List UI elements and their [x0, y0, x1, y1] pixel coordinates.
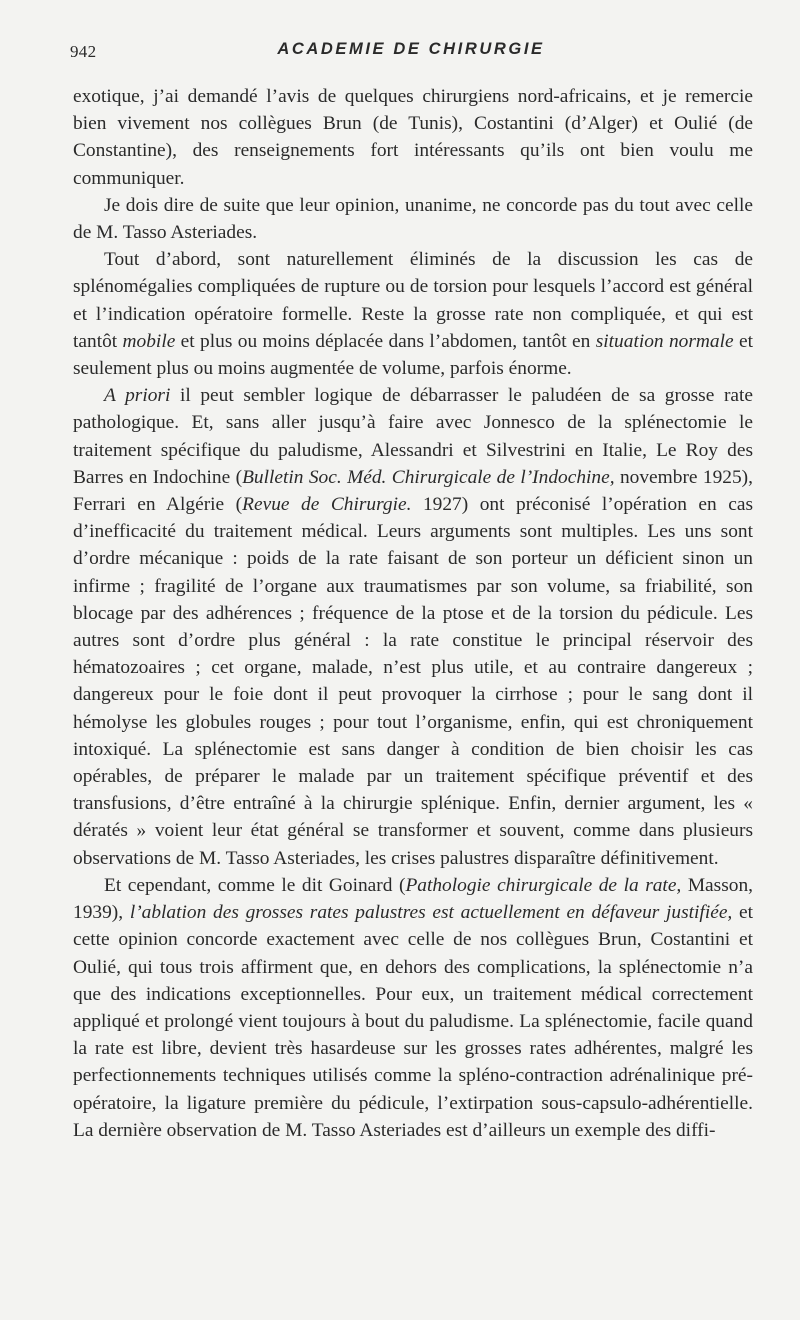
- text-run: il peut sembler logique de débarrasser le paludéen de sa grosse rate pathologique. Et, sans aller jusqu’à faire avec Jonnesco de la splénectomie le traitement spécifique du paludisme, Alessandri et Silvestrini en Italie, Le Roy des Barres en Indochine (: [73, 385, 754, 488]
- italic-text: Revue de Chirurgie.: [242, 494, 412, 516]
- text-run: Tout d’abord, sont naturellement éliminés de la discussion les cas de splénomégalies compliquées de rupture ou de torsion pour lesquels l’accord est général et l’indication opératoire formelle. Reste la grosse rate non compliquée, et qui est tantôt: [73, 249, 753, 352]
- text-run: exotique, j’ai demandé l’avis de quelques chirurgiens nord-africains, et je remercie bien vivement nos collègues Brun (de Tunis), Costantini (d’Alger) et Oulié (de Constantine), des renseignements fort intéressants qu’ils ont bien voulu me communiquer.: [73, 86, 753, 189]
- text-run: novembre 1925), Ferrari en Algérie (: [73, 466, 753, 516]
- text-run: Et cependant, comme le dit Goinard (: [104, 874, 406, 896]
- italic-text: situation normale: [595, 330, 734, 352]
- italic-text: A priori: [104, 385, 171, 407]
- body-text: [73, 83, 753, 1144]
- italic-text: Bulletin Soc. Méd. Chirurgicale de l’Indochine,: [242, 466, 615, 488]
- italic-text: Pathologie chirurgicale de la rate,: [405, 874, 682, 896]
- text-run: 1927) ont préconisé l’opération en cas d’inefficacité du traitement médical. Leurs arguments sont multiples. Les uns sont d’ordre mécanique : poids de la rate faisant de son porteur un déficient sinon un infirme ; fragilité de l’organe aux traumatismes par son volume, sa friabilité, son blocage par des adhérences ; fréquence de la ptose et de la torsion du pédicule. Les autres sont d’ordre plus général : la rate constitue le principal réservoir des hématozoaires ; cet organe, malade, n’est plus utile, et au contraire dangereux ; dangereux pour le foie dont il peut provoquer la cirrhose ; pour le sang dont il hémolyse les globules rouges ; pour tout l’organisme, enfin, qui est chroniquement intoxiqué. La splénectomie est sans danger à condition de bien choisir les cas opérables, de préparer le malade par un traitement spécifique préventif et des transfusions, d’être entraîné à la chirurgie splénique. Enfin, dernier argument, les « dératés » voient leur état général se transformer et souvent, comme dans plusieurs observations de M. Tasso Asteriades, les crises palustres disparaître définitivement.: [73, 494, 753, 869]
- italic-text: mobile: [122, 330, 176, 352]
- text-run: Je dois dire de suite que leur opinion, unanime, ne concorde pas du tout avec celle de M. Tasso Asteriades.: [73, 194, 753, 244]
- paragraph: [73, 382, 753, 872]
- page-number: 942: [70, 42, 97, 61]
- text-run: et plus ou moins déplacée dans l’abdomen, tantôt en: [175, 330, 596, 352]
- paragraph: [73, 246, 753, 382]
- italic-text: l’ablation des grosses rates palustres est actuellement en défaveur justifiée,: [129, 902, 733, 924]
- running-title: ACADEMIE DE CHIRURGIE: [277, 40, 545, 58]
- text-run: et seulement plus ou moins augmentée de volume, parfois énorme.: [73, 330, 753, 380]
- text-run: Masson, 1939),: [73, 874, 753, 924]
- text-run: et cette opinion concorde exactement avec celle de nos collègues Brun, Costantini et Oulié, qui tous trois affirment que, en dehors des complications, la splénectomie n’a que des indications exceptionnelles. Pour eux, un traitement médical correctement appliqué et prolongé vient toujours à bout du paludisme. La splénectomie, facile quand la rate est libre, devient très hasardeuse sur les grosses rates adhérentes, malgré les perfectionnements techniques utilisés comme la spléno-contraction adrénalinique pré-opératoire, la ligature première du pédicule, l’extirpation sous-capsulo-adhérentielle. La dernière observation de M. Tasso Asteriades est d’ailleurs un exemple des diffi-: [73, 902, 753, 1141]
- paragraph: [73, 872, 753, 1144]
- paragraph: [73, 192, 753, 246]
- paragraph: [73, 83, 753, 192]
- page-header: [70, 40, 752, 66]
